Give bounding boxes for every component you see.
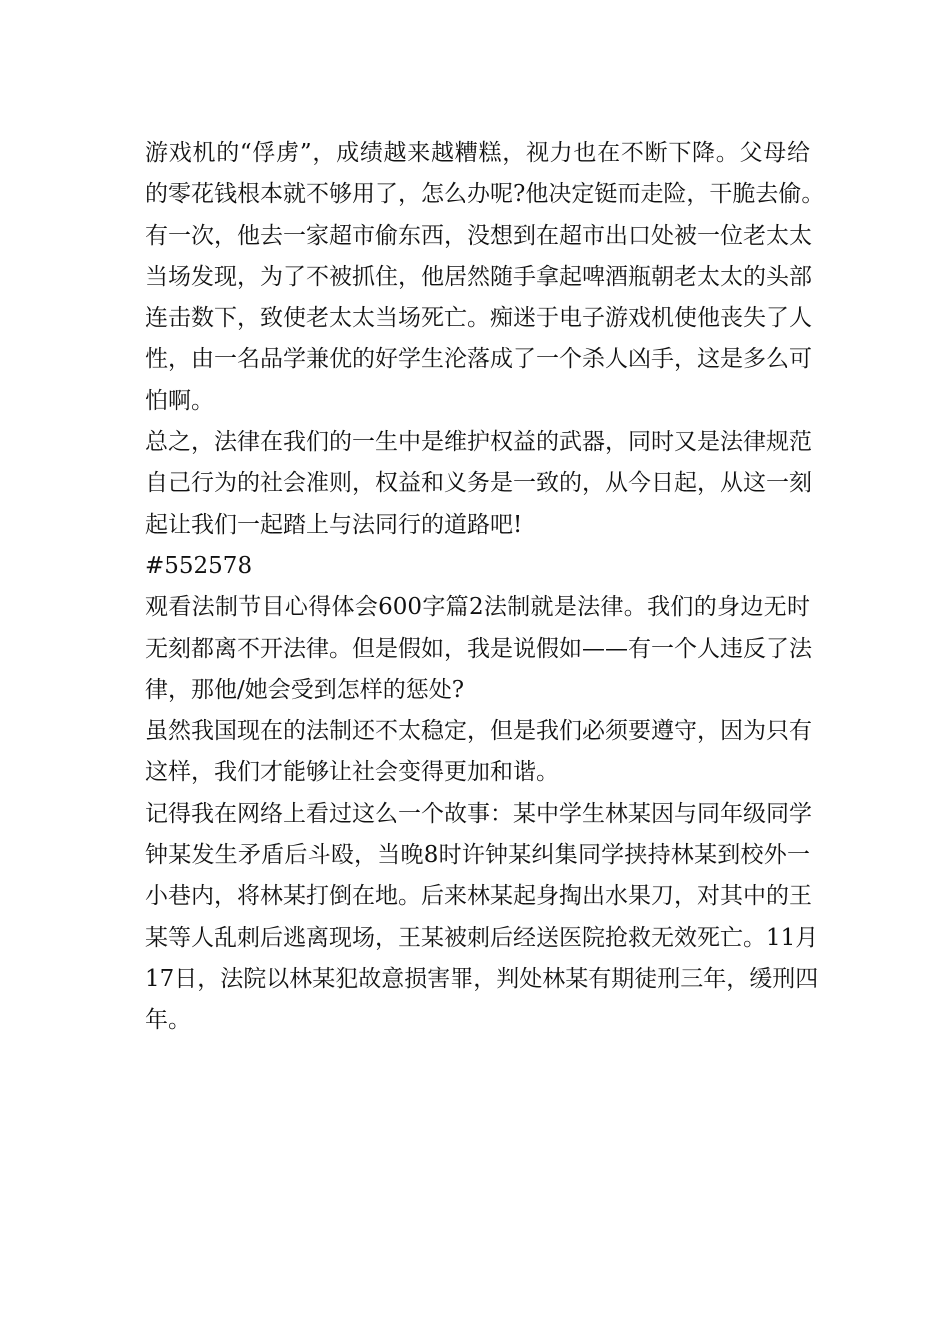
text-line: 总之，法律在我们的一生中是维护权益的武器，同时又是法律规范 — [145, 429, 812, 456]
section-heading-line: 观看法制节目心得体会600字篇2法制就是法律。我们的身边无时 — [145, 594, 810, 621]
text-line: 小巷内，将林某打倒在地。后来林某起身掏出水果刀，对其中的王 — [145, 883, 812, 910]
text-line: 当场发现，为了不被抓住，他居然随手拿起啤酒瓶朝老太太的头部 — [145, 263, 812, 290]
text-line: 某等人乱刺后逃离现场，王某被刺后经送医院抢救无效死亡。11月 — [145, 924, 819, 951]
text-line: 17日，法院以林某犯故意损害罪，判处林某有期徒刑三年，缓刑四 — [145, 965, 819, 992]
text-line: 律，那他/她会受到怎样的惩处? — [145, 676, 465, 703]
text-line: 有一次，他去一家超市偷东西，没想到在超市出口处被一位老太太 — [145, 222, 812, 249]
text-line: 怕啊。 — [145, 387, 214, 414]
text-line: 这样，我们才能够让社会变得更加和谐。 — [145, 759, 559, 786]
text-line: 钟某发生矛盾后斗殴，当晚8时许钟某纠集同学挟持林某到校外一 — [145, 842, 810, 869]
text-line: 虽然我国现在的法制还不太稳定，但是我们必须要遵守，因为只有 — [145, 718, 812, 745]
text-line: 年。 — [145, 1007, 191, 1034]
body-text — [145, 133, 825, 1042]
text-line: 自己行为的社会准则，权益和义务是一致的，从今日起，从这一刻 — [145, 470, 812, 497]
text-line: 性，由一名品学兼优的好学生沦落成了一个杀人凶手，这是多么可 — [145, 346, 812, 373]
text-line: 游戏机的“俘虏”，成绩越来越糟糕，视力也在不断下降。父母给 — [145, 140, 810, 166]
text-line: 无刻都离不开法律。但是假如，我是说假如——有一个人违反了法 — [145, 635, 812, 662]
document-id: #552578 — [145, 552, 253, 579]
text-line: 的零花钱根本就不够用了，怎么办呢?他决定铤而走险，干脆去偷。 — [145, 181, 825, 208]
text-line: 起让我们一起踏上与法同行的道路吧! — [145, 511, 523, 538]
text-line: 记得我在网络上看过这么一个故事：某中学生林某因与同年级同学 — [145, 800, 812, 827]
text-line: 连击数下，致使老太太当场死亡。痴迷于电子游戏机使他丧失了人 — [145, 305, 812, 332]
